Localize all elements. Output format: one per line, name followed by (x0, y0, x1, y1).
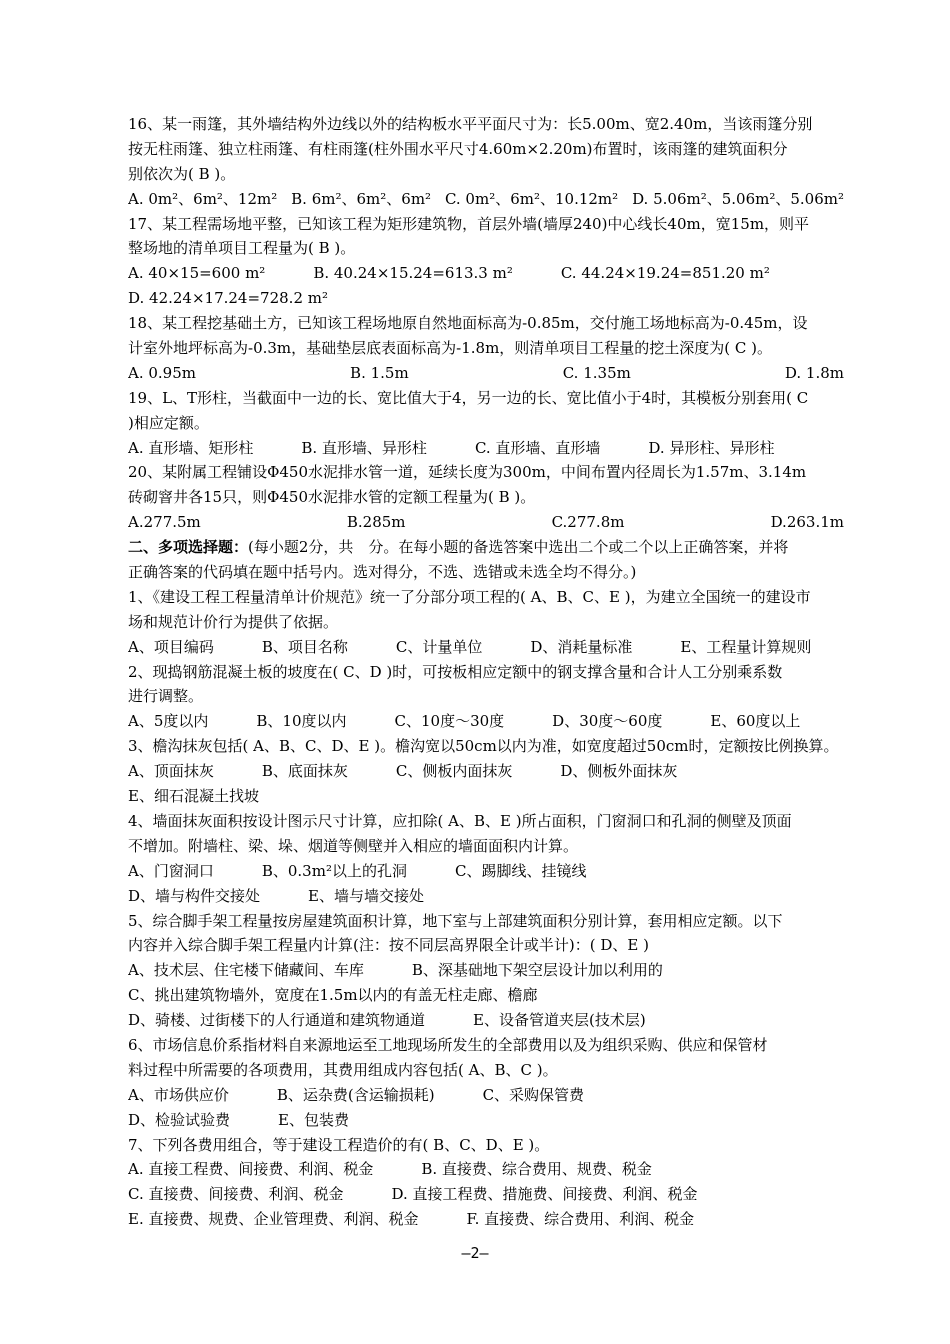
text-line: 别依次为( B )。 (128, 164, 236, 183)
option-text: C. 0m²、6m²、10.12m² (444, 189, 619, 208)
option-row (128, 884, 844, 909)
text-line: 料过程中所需要的各项费用，其费用组成内容包括( A、B、C )。 (128, 1060, 558, 1079)
option-row (128, 1157, 844, 1182)
option-row (128, 1207, 844, 1232)
text-line: 6、市场信息价系指材料自来源地运至工地现场所发生的全部费用以及为组织采购、供应和保管材 (128, 1035, 768, 1054)
text-line: C、挑出建筑物墙外，宽度在1.5m以内的有盖无柱走廊、檐廊 (128, 986, 538, 1005)
text-line: 16、某一雨篷，其外墙结构外边线以外的结构板水平平面尺寸为：长5.00m、宽2.40m，当该雨篷分别 (128, 115, 813, 133)
option-row (128, 187, 844, 212)
option-row (128, 1108, 844, 1133)
option-text: A.277.5m (128, 513, 201, 532)
text-line: )相应定额。 (128, 413, 209, 432)
option-text: D、骑楼、过街楼下的人行通道和建筑物通道 (128, 1011, 426, 1030)
text-line: 19、L、T形柱，当截面中一边的长、宽比值大于4，另一边的长、宽比值小于4时，其模板分别套用( C (128, 388, 809, 407)
option-row (128, 436, 844, 461)
text-line: 场和规范计价行为提供了依据。 (128, 612, 339, 631)
option-text: D、30度～60度 (552, 712, 663, 731)
option-text: A. 0m²、6m²、12m² (128, 189, 278, 208)
option-text: A. 直形墙、矩形柱 (128, 438, 254, 457)
text-line: D. 42.24×17.24=728.2 m² (128, 289, 328, 308)
option-text: D. 5.06m²、5.06m²、5.06m² (632, 189, 844, 208)
option-text: C、侧板内面抹灰 (395, 762, 513, 781)
option-text: D、消耗量标准 (530, 637, 633, 656)
option-text: B、运杂费(含运输损耗) (276, 1085, 435, 1104)
text-line: 内容并入综合脚手架工程量内计算(注：按不同层高界限全计或半计)：( D、E ) (128, 936, 649, 955)
option-text: B、10度以内 (256, 712, 347, 731)
option-text: D、墙与构件交接处 (128, 886, 261, 905)
option-row (128, 859, 844, 884)
option-row (128, 635, 844, 660)
option-text: C. 1.35m (562, 363, 631, 382)
option-text: C、计量单位 (395, 637, 483, 656)
option-text: A. 直接工程费、间接费、利润、税金 (128, 1160, 374, 1179)
text-line: 18、某工程挖基础土方，已知该工程场地原自然地面标高为-0.85m，交付施工场地标高为-0.45m，设 (128, 314, 808, 333)
option-text: B. 40.24×15.24=613.3 m² (313, 264, 513, 283)
text-line: 5、综合脚手架工程量按房屋建筑面积计算，地下室与上部建筑面积分别计算，套用相应定额。以下 (128, 911, 783, 930)
option-text: C、踢脚线、挂镜线 (454, 861, 587, 880)
option-text: B、底面抹灰 (261, 762, 348, 781)
option-text: B. 直接费、综合费用、规费、税金 (421, 1160, 652, 1179)
option-text: A、5度以内 (128, 712, 209, 731)
option-text: B. 1.5m (350, 363, 409, 382)
option-text: A、门窗洞口 (128, 861, 214, 880)
option-text: B、项目名称 (261, 637, 348, 656)
text-line: E、细石混凝土找坡 (128, 787, 259, 806)
option-text: B、0.3m²以上的孔洞 (261, 861, 407, 880)
option-text: D、检验试验费 (128, 1110, 231, 1129)
text-line: 4、墙面抹灰面积按设计图示尺寸计算，应扣除( A、B、E )所占面积，门窗洞口和孔洞的侧壁及顶面 (128, 811, 792, 830)
option-text: E. 直接费、规费、企业管理费、利润、税金 (128, 1210, 419, 1229)
option-text: E、工程量计算规则 (680, 637, 812, 656)
option-row (128, 261, 844, 286)
option-text: B. 6m²、6m²、6m² (291, 189, 432, 208)
option-row (128, 1182, 844, 1207)
option-text: D、侧板外面抹灰 (560, 762, 678, 781)
option-text: A. 0.95m (128, 363, 196, 382)
option-text: C、采购保管费 (482, 1085, 585, 1104)
text-line: 计室外地坪标高为-0.3m，基础垫层底表面标高为-1.8m，则清单项目工程量的挖土深度为( C )。 (128, 339, 773, 358)
option-text: F. 直接费、综合费用、利润、税金 (466, 1210, 695, 1229)
option-text: A、市场供应价 (128, 1085, 229, 1104)
option-text: E、60度以上 (710, 712, 801, 731)
text-line: 7、下列各费用组合，等于建设工程造价的有( B、C、D、E )。 (128, 1135, 550, 1154)
option-text: C. 44.24×19.24=851.20 m² (560, 264, 770, 283)
text-line: 2、现捣钢筋混凝土板的坡度在( C、D )时，可按板相应定额中的钢支撑含量和合计人工分别乘系数 (128, 662, 783, 681)
page-number: —2— (461, 1244, 489, 1262)
text-line: 整场地的清单项目工程量为( B )。 (128, 239, 356, 258)
option-row (128, 759, 844, 784)
option-text: D.263.1m (770, 513, 844, 532)
option-text: C. 直接费、间接费、利润、税金 (128, 1185, 344, 1204)
text-line: 正确答案的代码填在题中括号内。选对得分，不选、选错或未选全均不得分。) (128, 563, 637, 582)
document-body (128, 112, 844, 1232)
text-line: 按无柱雨篷、独立柱雨篷、有柱雨篷(柱外围水平尺寸4.60m×2.20m)布置时，该雨篷的建筑面积分 (128, 139, 788, 158)
text-line: 不增加。附墙柱、梁、垛、烟道等侧壁并入相应的墙面面积内计算。 (128, 836, 579, 855)
option-text: C.277.8m (551, 513, 625, 532)
option-text: A、顶面抹灰 (128, 762, 214, 781)
text-line: 20、某附属工程铺设Φ450水泥排水管一道，延续长度为300m，中间布置内径周长为1.57m、3.14m (128, 463, 807, 482)
section-heading: 二、多项选择题：(每小题2分，共 分。在每小题的备选答案中选出二个或二个以上正确答案，并将 (128, 538, 789, 557)
option-text: B. 直形墙、异形柱 (301, 438, 427, 457)
text-line: 砖砌窨井各15只，则Φ450水泥排水管的定额工程量为( B )。 (128, 488, 536, 507)
option-text: E、墙与墙交接处 (308, 886, 424, 905)
option-row (128, 709, 844, 734)
option-text: E、设备管道夹层(技术层) (473, 1011, 646, 1030)
option-row (128, 1008, 844, 1033)
option-row (128, 361, 844, 386)
section-title: 二、多项选择题： (128, 538, 249, 557)
option-row (128, 510, 844, 535)
option-text: D. 直接工程费、措施费、间接费、利润、税金 (391, 1185, 698, 1204)
option-text: A、项目编码 (128, 637, 214, 656)
text-line: 进行调整。 (128, 687, 204, 706)
option-text: B.285m (346, 513, 406, 532)
option-row (128, 958, 844, 983)
option-text: B、深基础地下架空层设计加以利用的 (411, 961, 663, 980)
option-text: E、包装费 (278, 1110, 349, 1129)
option-text: D. 异形柱、异形柱 (648, 438, 775, 457)
text-line: 17、某工程需场地平整，已知该工程为矩形建筑物，首层外墙(墙厚240)中心线长40m，宽15m，则平 (128, 214, 810, 233)
option-text: A、技术层、住宅楼下储藏间、车库 (128, 961, 364, 980)
text-line: 1、《建设工程工程量清单计价规范》统一了分部分项工程的( A、B、C、E )，为建立全国统一的建设市 (128, 587, 811, 606)
text-line: 3、檐沟抹灰包括( A、B、C、D、E )。檐沟宽以50cm以内为准，如宽度超过50cm时，定额按比例换算。 (128, 737, 839, 756)
option-text: C. 直形墙、直形墙 (474, 438, 601, 457)
option-text: A. 40×15=600 m² (128, 264, 266, 283)
option-row (128, 1083, 844, 1108)
option-text: D. 1.8m (784, 363, 844, 382)
option-text: C、10度～30度 (394, 712, 505, 731)
